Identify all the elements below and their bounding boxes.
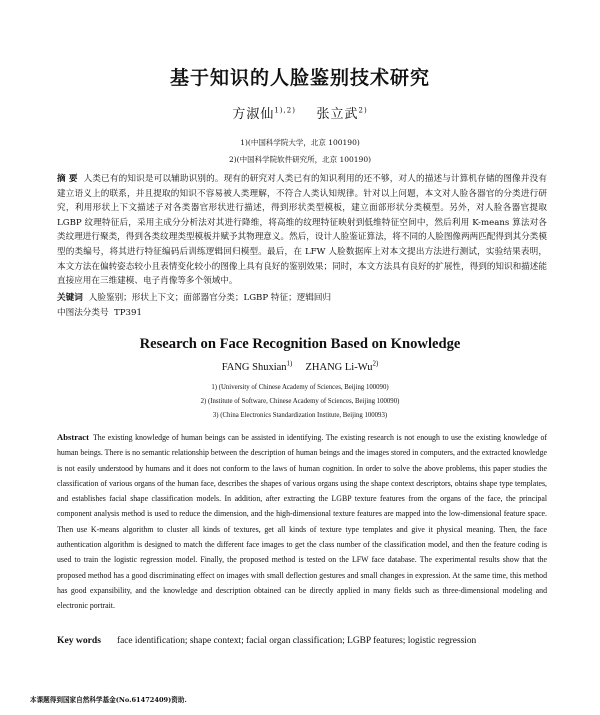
english-abstract-text: The existing knowledge of human beings can be assisted in identifying. The existing research is not enough to use the existing knowledge of human beings. There is no semantic relationship between the description of human beings and the images stored in computers, and the extracted knowledge is not easily understood by humans and it does not conform to the laws of human cognition. In order to solve the above problems, this paper studies the classification of various organs of the human face, describes the shapes of various organs using the shape context descriptors, obtains shape type templates, and establishes facial shape classification models. In addition, after extracting the LGBP texture features from the organs of the face, the principal component analysis method is used to reduce the dimension, and the high-dimensional texture features are mapped into the low-dimensional feature space. Then use K-means algorithm to cluster all kinds of textures, get all kinds of texture type templates and give it physical meaning. Then, the face authentication algorithm is designed to match the different face images to get the class number of the classification model, and then the feature coding is used to train the logistic regression model. Finally, the proposed method is tested on the LFW face database. The experimental results show that the proposed method has a good discriminating effect on images with small deflection gestures and small changes in expression. At the same time, this method has good expansibility, and the knowledge and description obtained can be directly applied in many fields such as three-dimensional modeling and electronic portrait. xyxy=(57,433,547,611)
author-2-cn: 张立武 xyxy=(316,107,359,122)
english-affiliation-3: 3) (China Electronics Standardization Institute, Beijing 100093) xyxy=(212,412,388,419)
chinese-abstract-label: 摘 要 xyxy=(57,174,78,184)
chinese-keywords xyxy=(57,292,547,304)
english-keywords xyxy=(57,635,557,647)
author-2-cn-sup: 2) xyxy=(358,106,368,115)
chinese-keywords-text: 人脸鉴别；形状上下文；面部器官分类；LGBP 特征；逻辑回归 xyxy=(88,293,332,303)
english-keywords-text: face identification; shape context; facial organ classification; LGBP features; logistic regression xyxy=(116,636,477,646)
english-affiliation-2: 2) (Institute of Software, Chinese Academy of Sciences, Beijing 100090) xyxy=(200,398,400,405)
english-title: Research on Face Recognition Based on Knowledge xyxy=(139,336,461,352)
chinese-abstract xyxy=(57,172,547,289)
english-abstract xyxy=(57,430,547,614)
author-1-en: FANG Shuxian xyxy=(221,362,287,373)
chinese-title: 基于知识的人脸鉴别技术研究 xyxy=(169,67,430,89)
funding-footnote: 本课题得到国家自然科学基金(No.61472409)资助. xyxy=(30,696,187,704)
author-2-en: ZHANG Li-Wu xyxy=(305,362,373,373)
author-1-cn: 方淑仙 xyxy=(232,107,275,122)
chinese-abstract-text: 人类已有的知识是可以辅助识别的。现有的研究对人类已有的知识利用的还不够，对人的描述与计算机存储的图像并没有建立语义上的联系，并且提取的知识不容易被人类理解，不符合人类认知规律。针对以上问题，本文对人脸各器官的分类进行研究，利用形状上下文描述子对各类器官形状进行描述，得到形状类型模板，建立面部形状分类模型。另外，对人脸各器官提取 LGBP 纹理特征后，采用主成分分析法对其进行降维，将高维的纹理特征映射到低维特征空间中，然后利用 K-means 算法对各类纹理进行聚类，得到各类纹理类型模板并赋予其物理意义。然后，设计人脸鉴证算法，将不同的人脸图像两两匹配得到其分类模型的类编号，将其进行特征编码后训练逻辑回归模型。最后，在 LFW 人脸数据库上对本文提出方法进行测试，实验结果表明，本文方法在偏转姿态较小且表情变化较小的图像上具有良好的鉴别效果；同时，本文方法具有良好的扩展性，得到的知识和描述能直接应用在三维建模、电子肖像等多个领域中。 xyxy=(57,174,547,287)
english-keywords-label: Key words xyxy=(57,635,101,646)
author-1-en-sup: 1) xyxy=(286,359,293,368)
chinese-affiliation-1: 1)(中国科学院大学，北京 100190) xyxy=(240,138,360,147)
chinese-classification xyxy=(57,307,547,319)
chinese-keywords-label: 关键词 xyxy=(57,293,83,303)
classification-number: TP391 xyxy=(114,308,142,318)
english-affiliation-1: 1) (University of Chinese Academy of Sciences, Beijing 100090) xyxy=(211,384,389,391)
english-authors xyxy=(0,359,600,373)
author-1-cn-sup: 1),2) xyxy=(274,106,296,115)
english-abstract-label: Abstract xyxy=(57,432,89,442)
author-2-en-sup: 2) xyxy=(372,359,379,368)
chinese-authors xyxy=(0,103,600,122)
chinese-affiliation-2: 2)(中国科学院软件研究所，北京 100190) xyxy=(228,155,372,164)
classification-label: 中图法分类号 xyxy=(57,308,109,318)
